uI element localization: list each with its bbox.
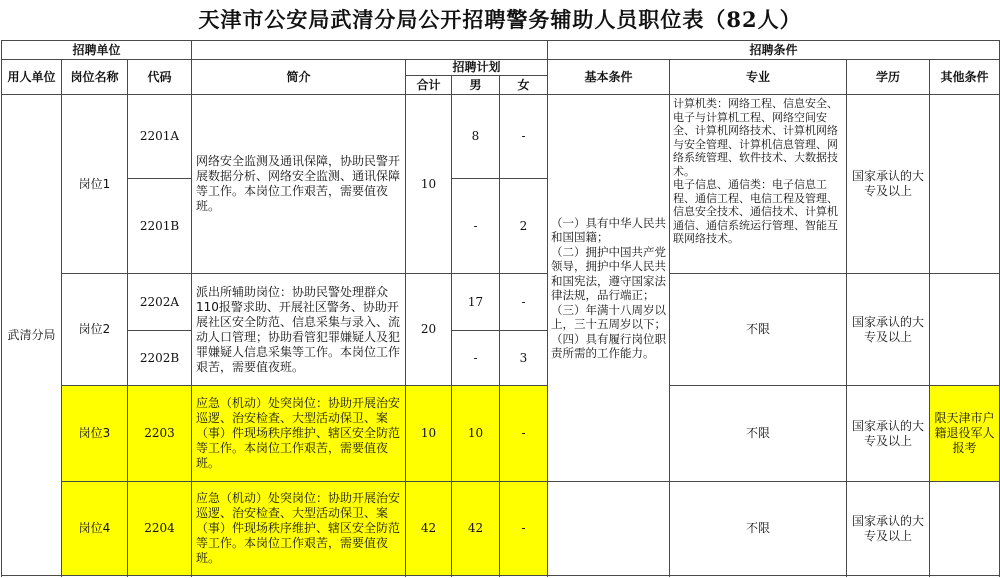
position-intro: 网络安全监测及通讯保障，协助民警开展数据分析、网络安全监测、通讯保障等工作。本岗位工作艰苦，需要值夜班。 bbox=[192, 95, 406, 274]
position-name: 岗位3 bbox=[62, 386, 128, 482]
plan-male: 17 bbox=[452, 274, 500, 331]
plan-female: - bbox=[500, 482, 548, 576]
header-total: 合计 bbox=[406, 76, 452, 95]
other-cell: 限天津市户籍退役军人报考 bbox=[930, 386, 1000, 482]
header-code: 代码 bbox=[128, 60, 192, 95]
position-code: 2204 bbox=[128, 482, 192, 576]
basic-empty-cell bbox=[548, 482, 670, 576]
position-intro: 应急（机动）处突岗位：协助开展治安巡逻、治安检查、大型活动保卫、案（事）件现场秩序维护、辖区安全防范等工作。本岗位工作艰苦，需要值夜班。 bbox=[192, 386, 406, 482]
position-code: 2201B bbox=[128, 179, 192, 274]
position-code: 2202A bbox=[128, 274, 192, 331]
plan-male: - bbox=[452, 179, 500, 274]
plan-female: - bbox=[500, 386, 548, 482]
header-basic: 基本条件 bbox=[548, 60, 670, 95]
header-other: 其他条件 bbox=[930, 60, 1000, 95]
header-intro: 简介 bbox=[192, 60, 406, 95]
plan-total: 42 bbox=[406, 482, 452, 576]
page-title: 天津市公安局武清分局公开招聘警务辅助人员职位表（82人） bbox=[198, 7, 802, 32]
position-intro: 派出所辅助岗位：协助民警处理群众110报警求助、开展社区警务、协助开展社区安全防范、信息采集与录入、流动人口管理；协助看管犯罪嫌疑人及犯罪嫌疑人信息采集等工作。本岗位工作艰苦，需要值夜班。 bbox=[192, 274, 406, 386]
employer-cell: 武清分局 bbox=[2, 95, 62, 576]
plan-male: - bbox=[452, 331, 500, 386]
major-cell bbox=[670, 95, 847, 274]
plan-male: 8 bbox=[452, 95, 500, 179]
basic-conditions bbox=[548, 95, 670, 482]
plan-female: 2 bbox=[500, 179, 548, 274]
other-cell bbox=[930, 95, 1000, 274]
header-group-unit: 招聘单位 bbox=[2, 41, 192, 60]
position-code: 2201A bbox=[128, 95, 192, 179]
major-cell: 不限 bbox=[670, 274, 847, 386]
header-plan: 招聘计划 bbox=[406, 60, 548, 76]
position-name: 岗位1 bbox=[62, 95, 128, 274]
plan-male: 42 bbox=[452, 482, 500, 576]
header-male: 男 bbox=[452, 76, 500, 95]
plan-male: 10 bbox=[452, 386, 500, 482]
header-education: 学历 bbox=[847, 60, 930, 95]
header-group-empty bbox=[192, 41, 548, 60]
header-position-name: 岗位名称 bbox=[62, 60, 128, 95]
position-intro: 应急（机动）处突岗位：协助开展治安巡逻、治安检查、大型活动保卫、案（事）件现场秩序维护、辖区安全防范等工作。本岗位工作艰苦，需要值夜班。 bbox=[192, 482, 406, 576]
header-major: 专业 bbox=[670, 60, 847, 95]
plan-female: 3 bbox=[500, 331, 548, 386]
position-table bbox=[1, 40, 1000, 576]
header-group-conditions: 招聘条件 bbox=[548, 41, 1000, 60]
header-female: 女 bbox=[500, 76, 548, 95]
plan-total: 10 bbox=[406, 95, 452, 274]
education-cell: 国家承认的大专及以上 bbox=[847, 482, 930, 576]
plan-total: 10 bbox=[406, 386, 452, 482]
education-cell: 国家承认的大专及以上 bbox=[847, 274, 930, 386]
position-code: 2203 bbox=[128, 386, 192, 482]
plan-total: 20 bbox=[406, 274, 452, 386]
education-cell: 国家承认的大专及以上 bbox=[847, 95, 930, 274]
major-cell: 不限 bbox=[670, 482, 847, 576]
education-cell: 国家承认的大专及以上 bbox=[847, 386, 930, 482]
other-cell bbox=[930, 482, 1000, 576]
basic-conditions-text: （一）具有中华人民共和国国籍； （二）拥护中国共产党领导，拥护中华人民共和国宪法，遵守国家法律法规，品行端正； （三）年满十八周岁以上，三十五周岁以下； （四）具有履行岗位职责所需的工作能力。 bbox=[551, 215, 666, 360]
position-name: 岗位4 bbox=[62, 482, 128, 576]
plan-female: - bbox=[500, 95, 548, 179]
major-text: 计算机类：网络工程、信息安全、电子与计算机工程、网络空间安全、计算机网络技术、计算机网络与安全管理、计算机信息管理、网络系统管理、软件技术、大数据技术。 电子信息、通信类：电子信息工程、通信工程、电信工程及管理、信息安全技术、通信技术、计算机通信、通信系统运行管理、智能互联网络技术。 bbox=[673, 97, 838, 245]
major-cell: 不限 bbox=[670, 386, 847, 482]
position-name: 岗位2 bbox=[62, 274, 128, 386]
header-employer: 用人单位 bbox=[2, 60, 62, 95]
other-cell bbox=[930, 274, 1000, 386]
plan-female: - bbox=[500, 274, 548, 331]
position-code: 2202B bbox=[128, 331, 192, 386]
